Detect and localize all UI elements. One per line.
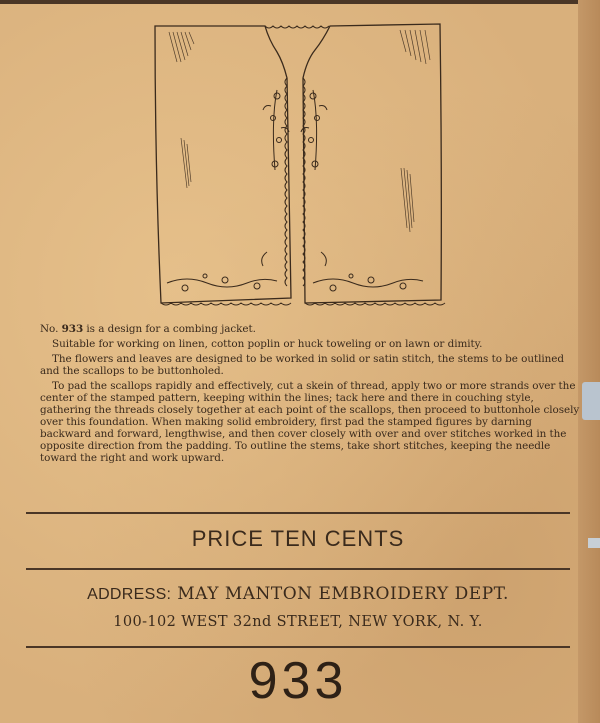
address-line <box>26 584 570 604</box>
divider-rule <box>26 646 570 648</box>
address-label: ADDRESS: <box>87 586 172 603</box>
divider-rule <box>26 568 570 570</box>
paragraph-suitable: Suitable for working on linen, cotton poplin or huck toweling or on lawn or dimity. <box>52 338 483 350</box>
paragraph-instructions: To pad the scallops rapidly and effectively, cut a skein of thread, apply two or more strands over the center of the stamped pattern, keeping within the lines; tack here and there in couching style, gathering the threads closely together at each point of the scallops, then proceed to buttonhole closely over this foundation. When making solid embroidery, first pad the stamped figures by darning backward and forward, lengthwise, and then cover closely with over and over stitches worked in the opposite direction from the padding. To outline the stems, take short stitches, keeping the needle toward the right and work upward. <box>40 380 580 464</box>
address-name: MAY MANTON EMBROIDERY DEPT. <box>177 584 509 604</box>
price-line: PRICE TEN CENTS <box>191 526 405 551</box>
street-address: 100-102 WEST 32nd STREET, NEW YORK, N. Y. <box>113 614 483 630</box>
pattern-lead: No. 933 is a design for a combing jacket. <box>40 323 256 335</box>
footer-pattern-number: 933 <box>248 652 348 710</box>
pattern-description <box>40 323 580 467</box>
top-rule <box>0 0 578 4</box>
divider-rule <box>26 512 570 514</box>
paper-edge <box>578 0 600 723</box>
left-panel <box>155 26 291 303</box>
pattern-number: 933 <box>61 323 84 335</box>
combing-jacket-illustration <box>145 18 450 310</box>
attached-tag-small <box>588 538 600 548</box>
right-panel <box>303 24 441 303</box>
attached-tag <box>582 382 600 420</box>
paragraph-stitches: The flowers and leaves are designed to be worked in solid or satin stitch, the stems to be outlined and the scallops to be buttonholed. <box>40 353 564 377</box>
